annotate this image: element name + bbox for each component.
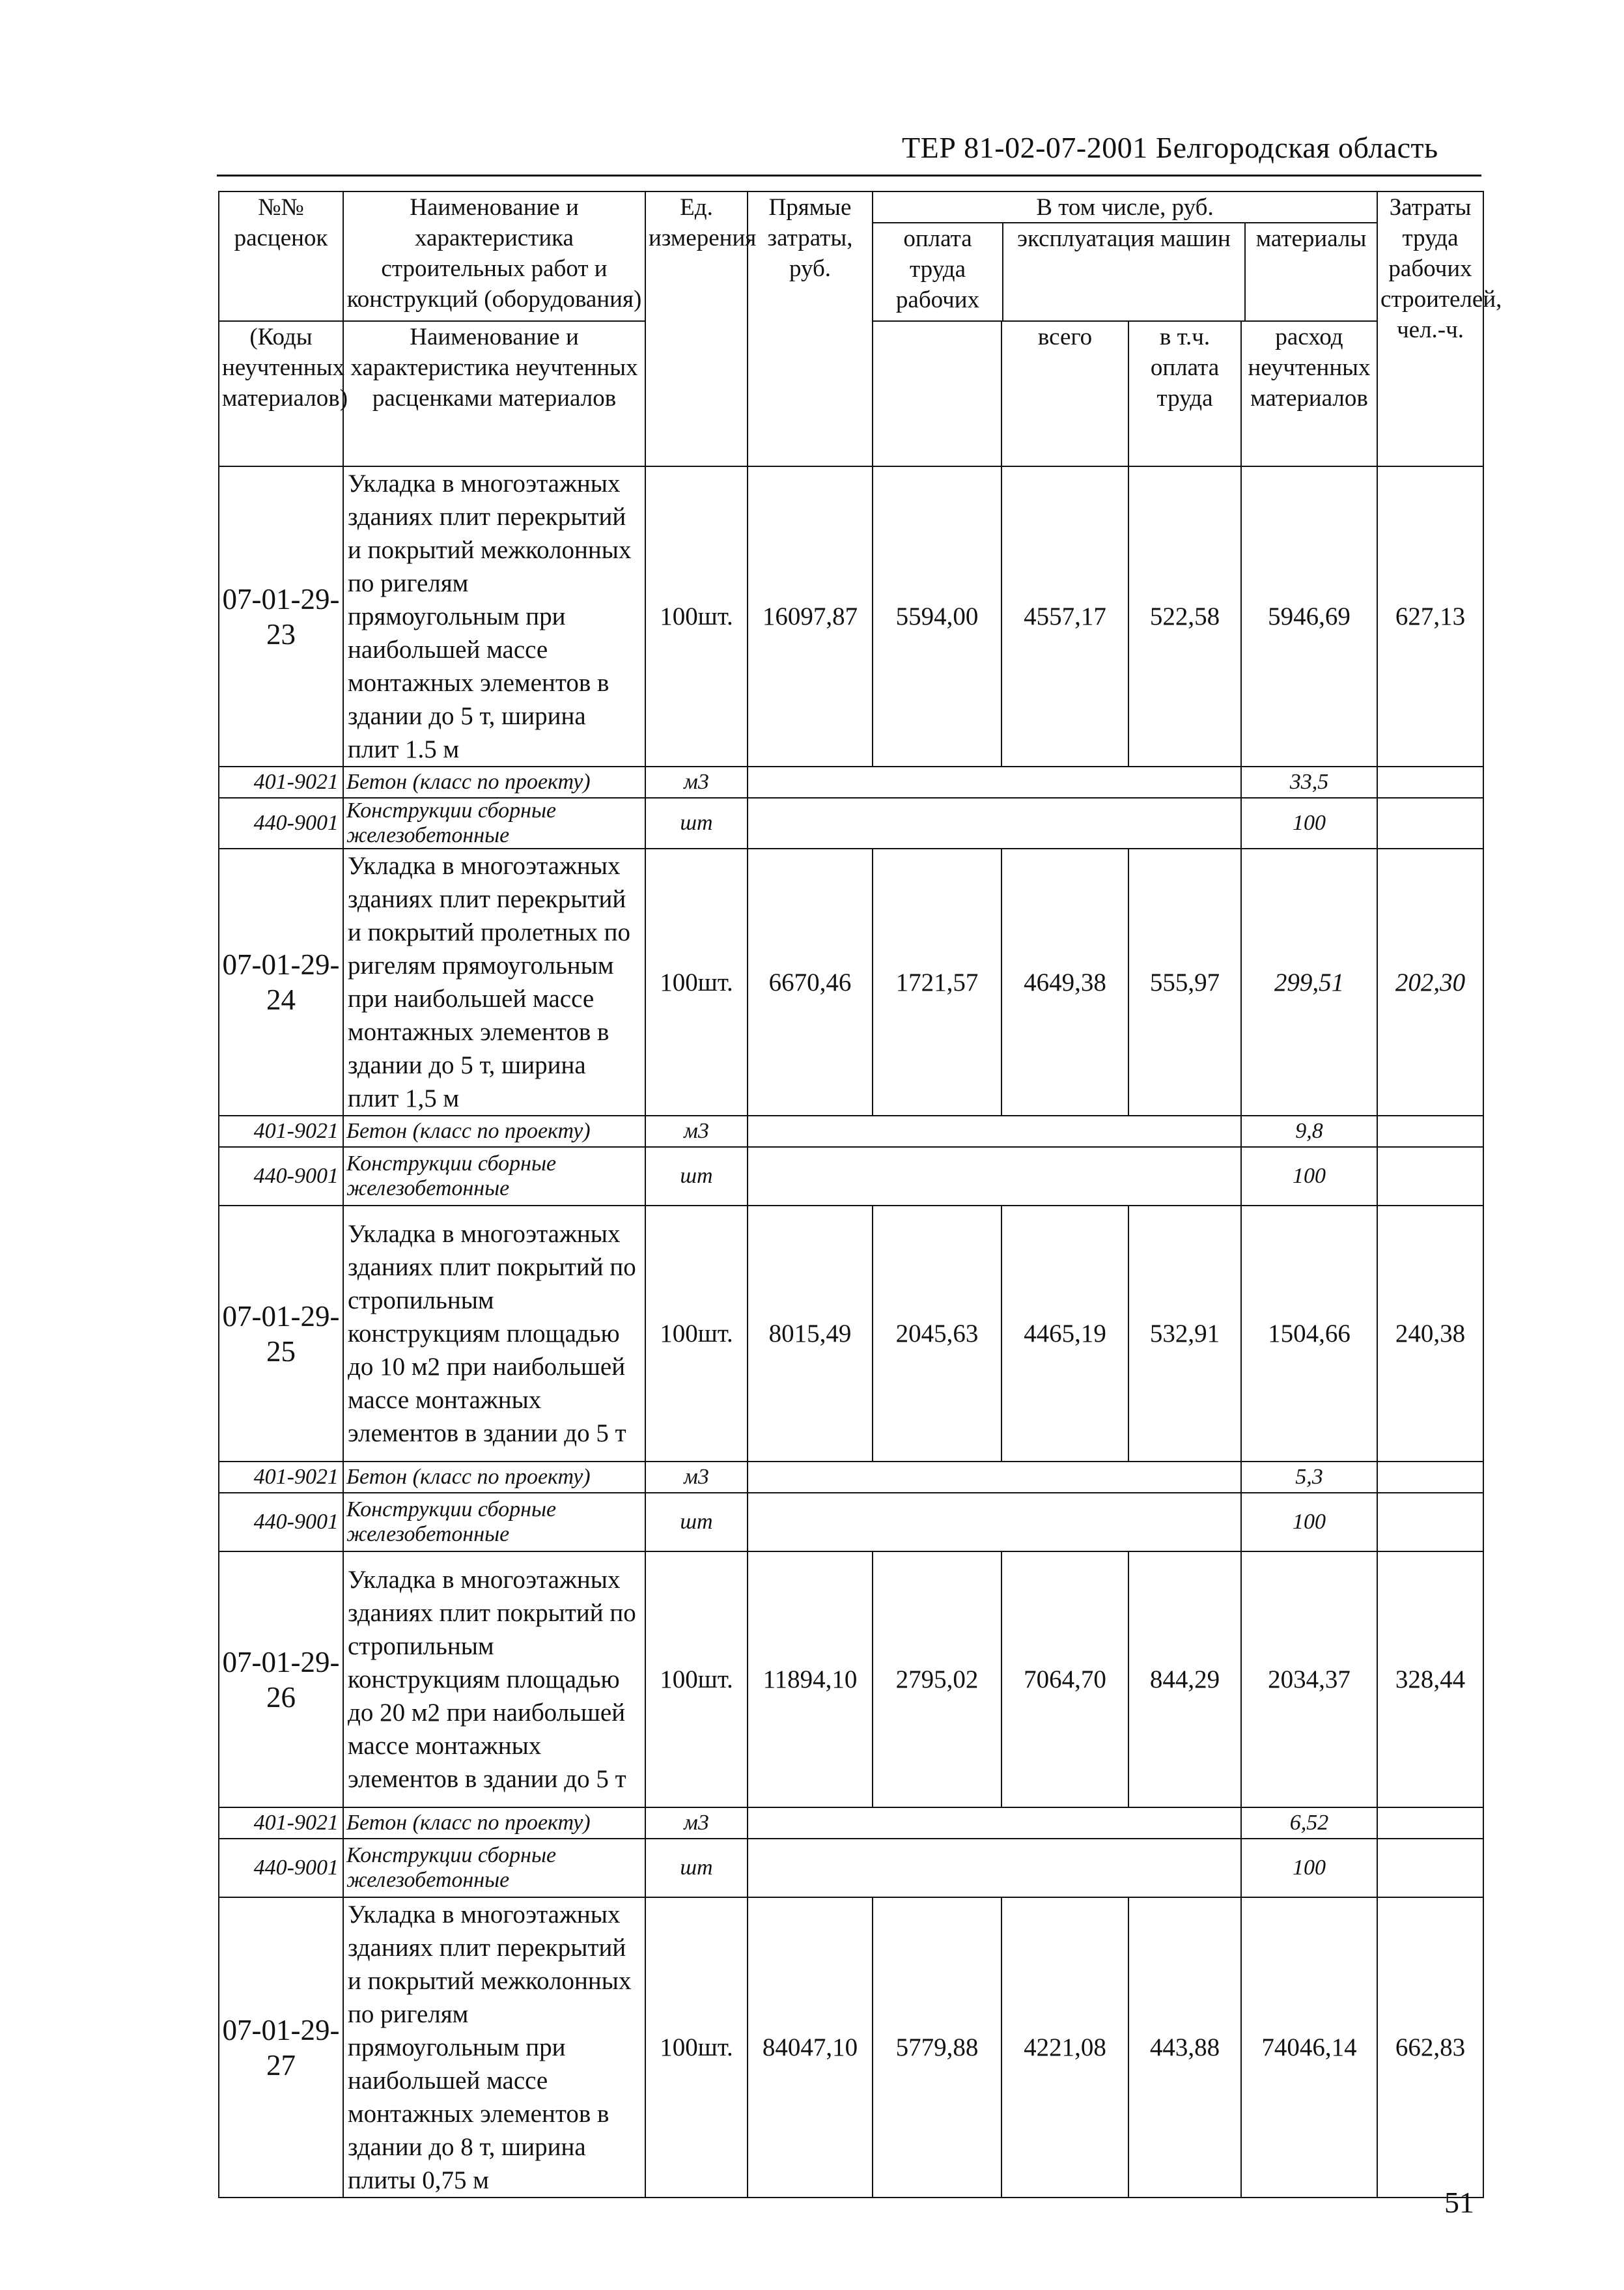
material-code: 401-9021 <box>219 1462 343 1493</box>
table-body <box>219 466 1483 2198</box>
rate-unit: 100шт. <box>645 1206 748 1462</box>
rate-machines: 4221,08 <box>1001 1897 1128 2198</box>
material-row <box>219 767 1483 798</box>
rate-machines: 4649,38 <box>1001 849 1128 1116</box>
material-unit: м3 <box>645 1462 748 1493</box>
table-row <box>219 1551 1483 1807</box>
rate-name: Укладка в многоэтажных зданиях плит перекрытий и покрытий межколонных по ригелям прямоугольным при наибольшей массе монтажных элементов в здании до 5 т, ширина плит 1.5 м <box>343 466 645 767</box>
rate-unit: 100шт. <box>645 466 748 767</box>
table-row <box>219 466 1483 767</box>
material-code: 401-9021 <box>219 1807 343 1839</box>
material-blank <box>748 1147 1241 1206</box>
rate-labor: 627,13 <box>1377 466 1483 767</box>
rate-machines: 4557,17 <box>1001 466 1128 767</box>
header-including: В том числе, руб. <box>873 192 1377 223</box>
header-divider <box>217 175 1481 177</box>
material-name: Конструкции сборные железобетонные <box>343 798 645 849</box>
table-header <box>219 191 1502 466</box>
page-number: 51 <box>1444 2186 1474 2219</box>
material-qty: 100 <box>1241 1147 1377 1206</box>
material-blank <box>1377 1116 1483 1147</box>
material-name: Конструкции сборные железобетонные <box>343 1839 645 1897</box>
material-blank <box>1377 1462 1483 1493</box>
rate-wages: 1721,57 <box>873 849 1001 1116</box>
rate-machines-wages: 522,58 <box>1128 466 1241 767</box>
rate-direct: 6670,46 <box>748 849 873 1116</box>
rate-direct: 84047,10 <box>748 1897 873 2198</box>
material-qty: 9,8 <box>1241 1116 1377 1147</box>
material-unit: шт <box>645 1493 748 1551</box>
material-row <box>219 1147 1483 1206</box>
rate-wages: 2045,63 <box>873 1206 1001 1462</box>
rate-labor: 202,30 <box>1377 849 1483 1116</box>
rate-materials: 2034,37 <box>1241 1551 1377 1807</box>
material-blank <box>1377 1807 1483 1839</box>
table-row <box>219 1897 1483 2198</box>
material-blank <box>748 1807 1241 1839</box>
material-unit: шт <box>645 1147 748 1206</box>
material-code: 401-9021 <box>219 1116 343 1147</box>
rate-labor: 240,38 <box>1377 1206 1483 1462</box>
header-code: №№ расценок <box>219 191 343 321</box>
rate-code: 07-01-29-23 <box>219 466 343 767</box>
material-row <box>219 1116 1483 1147</box>
material-row <box>219 798 1483 849</box>
rate-unit: 100шт. <box>645 849 748 1116</box>
rate-machines-wages: 532,91 <box>1128 1206 1241 1462</box>
rate-machines: 4465,19 <box>1001 1206 1128 1462</box>
header-machines-total: всего <box>1001 321 1128 466</box>
rate-name: Укладка в многоэтажных зданиях плит покрытий по стропильным конструкциям площадью до 10 м2 при наибольшей массе монтажных элементов в здании до 5 т <box>343 1206 645 1462</box>
material-qty: 100 <box>1241 798 1377 849</box>
material-row <box>219 1493 1483 1551</box>
rate-materials: 1504,66 <box>1241 1206 1377 1462</box>
material-row <box>219 1462 1483 1493</box>
rate-machines-wages: 443,88 <box>1128 1897 1241 2198</box>
material-code: 440-9001 <box>219 1839 343 1897</box>
header-labor: Затраты труда рабочих строителей, чел.-ч. <box>1377 191 1483 466</box>
rate-labor: 328,44 <box>1377 1551 1483 1807</box>
price-table <box>218 191 1502 2198</box>
rate-labor: 662,83 <box>1377 1897 1483 2198</box>
material-name: Конструкции сборные железобетонные <box>343 1147 645 1206</box>
material-code: 440-9001 <box>219 1493 343 1551</box>
rate-machines: 7064,70 <box>1001 1551 1128 1807</box>
material-name: Бетон (класс по проекту) <box>343 1116 645 1147</box>
rate-name: Укладка в многоэтажных зданиях плит перекрытий и покрытий пролетных по ригелям прямоугольным при наибольшей массе монтажных элементов в здании до 5 т, ширина плит 1,5 м <box>343 849 645 1116</box>
rate-materials: 299,51 <box>1241 849 1377 1116</box>
header-machines: эксплуатация машин <box>1003 223 1246 320</box>
material-blank <box>748 1839 1241 1897</box>
material-blank <box>1377 1147 1483 1206</box>
material-name: Конструкции сборные железобетонные <box>343 1493 645 1551</box>
header-wages: оплата труда рабочих <box>873 223 1003 320</box>
material-qty: 100 <box>1241 1839 1377 1897</box>
header-direct-costs: Прямые затраты, руб. <box>748 191 873 466</box>
rate-unit: 100шт. <box>645 1551 748 1807</box>
material-blank <box>748 798 1241 849</box>
header-code-alt: (Коды неучтенных материалов) <box>219 321 343 466</box>
header-subgroup <box>873 223 1377 320</box>
rate-materials: 74046,14 <box>1241 1897 1377 2198</box>
rate-code: 07-01-29-25 <box>219 1206 343 1462</box>
material-blank <box>748 1116 1241 1147</box>
material-unit: м3 <box>645 1116 748 1147</box>
material-unit: шт <box>645 1839 748 1897</box>
header-name-alt: Наименование и характеристика неучтенных расценками материалов <box>343 321 645 466</box>
rate-wages: 5779,88 <box>873 1897 1001 2198</box>
material-row <box>219 1807 1483 1839</box>
header-wages-blank <box>873 321 1001 466</box>
rate-machines-wages: 555,97 <box>1128 849 1241 1116</box>
rate-machines-wages: 844,29 <box>1128 1551 1241 1807</box>
material-qty: 6,52 <box>1241 1807 1377 1839</box>
rate-direct: 8015,49 <box>748 1206 873 1462</box>
header-unit: Ед. измерения <box>645 191 748 466</box>
material-unit: м3 <box>645 767 748 798</box>
rate-code: 07-01-29-26 <box>219 1551 343 1807</box>
material-blank <box>748 767 1241 798</box>
rate-code: 07-01-29-24 <box>219 849 343 1116</box>
rate-direct: 11894,10 <box>748 1551 873 1807</box>
header-machines-wages: в т.ч. оплата труда <box>1128 321 1241 466</box>
material-blank <box>1377 767 1483 798</box>
material-unit: шт <box>645 798 748 849</box>
table-row <box>219 1206 1483 1462</box>
header-materials: материалы <box>1255 225 1367 252</box>
material-blank <box>748 1462 1241 1493</box>
rate-code: 07-01-29-27 <box>219 1897 343 2198</box>
rate-direct: 16097,87 <box>748 466 873 767</box>
material-name: Бетон (класс по проекту) <box>343 1807 645 1839</box>
table-row <box>219 849 1483 1116</box>
rate-materials: 5946,69 <box>1241 466 1377 767</box>
rate-name: Укладка в многоэтажных зданиях плит покрытий по стропильным конструкциям площадью до 20 м2 при наибольшей массе монтажных элементов в здании до 5 т <box>343 1551 645 1807</box>
material-code: 440-9001 <box>219 798 343 849</box>
material-code: 440-9001 <box>219 1147 343 1206</box>
material-qty: 33,5 <box>1241 767 1377 798</box>
material-qty: 100 <box>1241 1493 1377 1551</box>
material-unit: м3 <box>645 1807 748 1839</box>
document-title: ТЕР 81-02-07-2001 Белгородская область <box>902 131 1438 164</box>
header-name: Наименование и характеристика строительных работ и конструкций (оборудования) <box>343 191 645 321</box>
rate-wages: 5594,00 <box>873 466 1001 767</box>
material-row <box>219 1839 1483 1897</box>
material-blank <box>1377 1839 1483 1897</box>
material-code: 401-9021 <box>219 767 343 798</box>
rate-name: Укладка в многоэтажных зданиях плит перекрытий и покрытий межколонных по ригелям прямоугольным при наибольшей массе монтажных элементов в здании до 8 т, ширина плиты 0,75 м <box>343 1897 645 2198</box>
material-blank <box>1377 798 1483 849</box>
header-including-group <box>873 191 1377 321</box>
header-materials-alt: расход неучтенных материалов <box>1241 321 1377 466</box>
material-blank <box>748 1493 1241 1551</box>
material-qty: 5,3 <box>1241 1462 1377 1493</box>
material-blank <box>1377 1493 1483 1551</box>
rate-wages: 2795,02 <box>873 1551 1001 1807</box>
material-name: Бетон (класс по проекту) <box>343 767 645 798</box>
rate-unit: 100шт. <box>645 1897 748 2198</box>
material-name: Бетон (класс по проекту) <box>343 1462 645 1493</box>
